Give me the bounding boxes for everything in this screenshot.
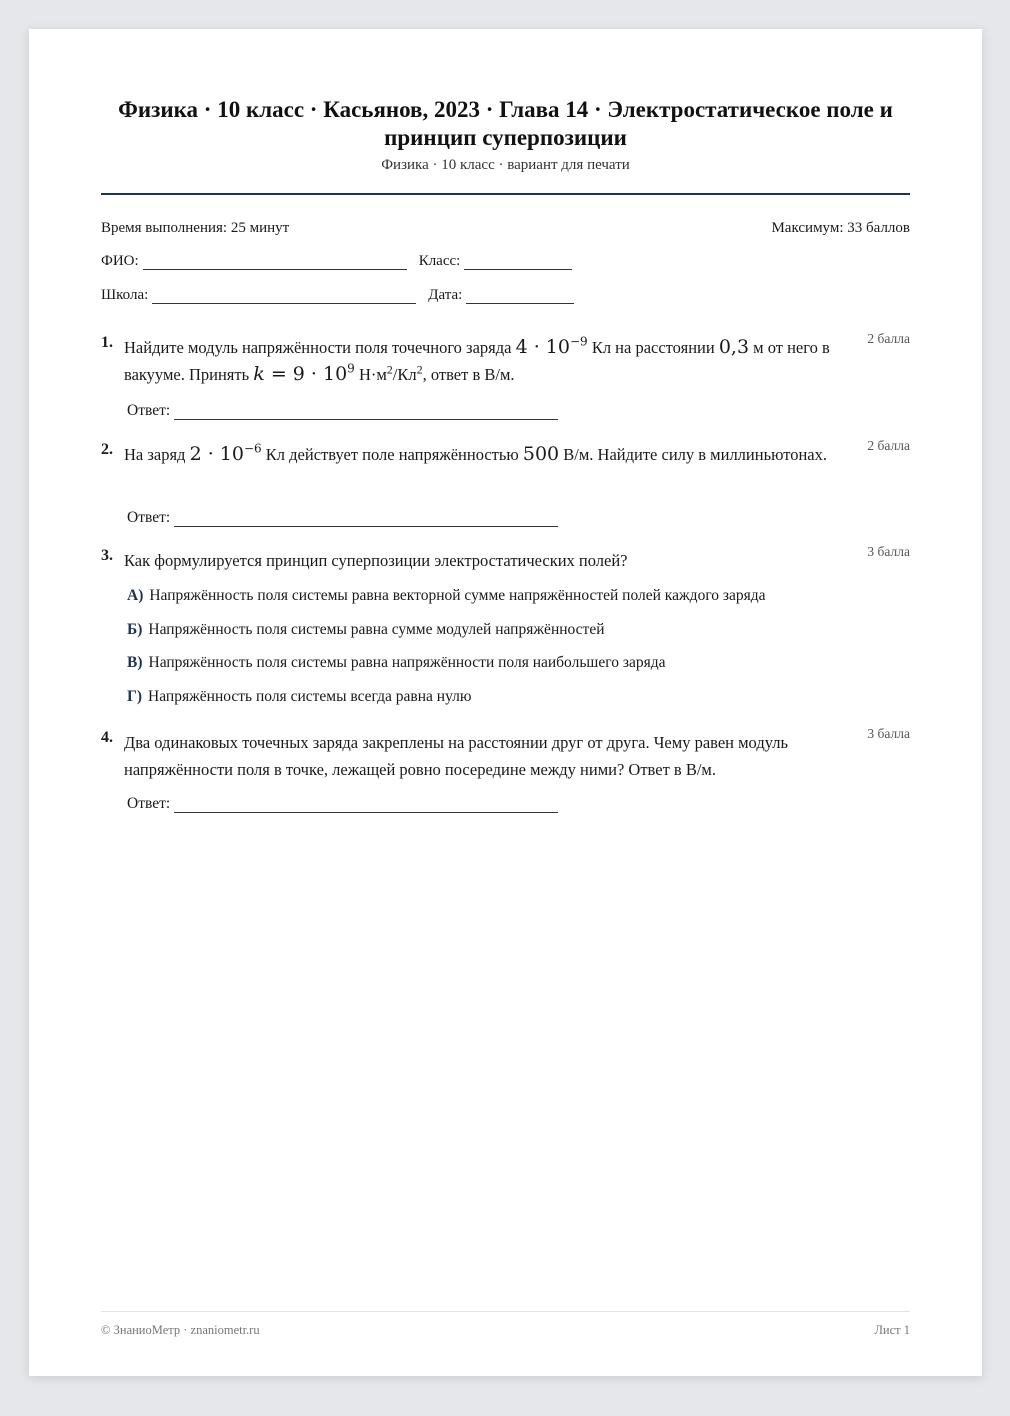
text-part: В/м. Найдите силу в миллиньютонах. — [563, 445, 827, 464]
formula-charge: $4 \cdot 10^{-9}$ — [515, 334, 588, 358]
worksheet-page — [29, 29, 982, 1376]
name-field[interactable] — [143, 255, 407, 270]
class-field[interactable] — [464, 255, 572, 270]
footer-divider — [101, 1311, 910, 1312]
option-d[interactable] — [127, 688, 471, 706]
page-subtitle: Физика · 10 класс · вариант для печати — [381, 157, 630, 173]
time-limit: Время выполнения: 25 минут — [101, 220, 290, 236]
answer-field-1[interactable] — [174, 405, 558, 420]
max-score: Максимум: 33 баллов — [771, 220, 910, 236]
date-field[interactable] — [466, 289, 574, 304]
option-letter: В) — [127, 654, 143, 671]
date-label: Дата: — [428, 287, 463, 303]
formula-charge: $2 \cdot 10^{-6}$ — [189, 441, 262, 465]
formula-constant: $k = 9 \cdot 10^9$ — [253, 361, 355, 385]
page-content — [101, 29, 910, 1376]
school-label: Школа: — [101, 287, 149, 303]
question-number: 1. — [101, 334, 113, 351]
question-points: 3 балла — [867, 726, 910, 741]
option-letter: Г) — [127, 688, 143, 705]
unit-text: $Н\cdot м^2/Кл^2$, ответ в В/м. — [358, 362, 515, 384]
option-a[interactable] — [127, 587, 766, 605]
footer-sheet-number: Лист 1 — [874, 1323, 910, 1337]
question-points: 2 балла — [867, 331, 910, 346]
option-b[interactable] — [127, 621, 605, 639]
question-number: 2. — [101, 441, 113, 458]
question-number: 3. — [101, 547, 113, 564]
answer-row-2 — [127, 509, 558, 527]
footer-copyright: © ЗнаниоМетр · znaniometr.ru — [101, 1323, 260, 1337]
question-text: Как формулируется принцип суперпозиции электростатических полей? — [124, 551, 628, 570]
name-label: ФИО: — [101, 253, 139, 269]
text-part: м от него в вакууме. Принять — [124, 338, 830, 384]
formula-field: 500 — [522, 443, 560, 465]
question-points: 3 балла — [867, 544, 910, 559]
header-divider — [101, 193, 910, 195]
answer-row-1 — [127, 402, 558, 420]
name-class-row — [101, 253, 584, 270]
question-text — [124, 441, 854, 468]
option-c[interactable] — [127, 654, 665, 672]
option-text: Напряжённость поля системы равна векторной сумме напряжённостей полей каждого заряда — [149, 587, 766, 604]
question-points: 2 балла — [867, 438, 910, 453]
text-part: На заряд — [124, 445, 186, 464]
page-title: Физика · 10 класс · Касьянов, 2023 · Глава 14 · Электростатическое поле и принцип суперпозиции — [118, 97, 893, 150]
answer-field-4[interactable] — [174, 798, 558, 813]
question-text: Два одинаковых точечных заряда закреплены на расстоянии друг от друга. Чему равен модуль напряжённости поля в точке, лежащей ровно посередине между ними? Ответ в В/м. — [124, 733, 789, 779]
answer-field-2[interactable] — [174, 512, 558, 527]
answer-label: Ответ: — [127, 795, 171, 812]
text-part: Кл на расстоянии — [591, 338, 715, 357]
class-label: Класс: — [418, 253, 461, 269]
school-date-row — [101, 287, 586, 304]
question-text — [124, 334, 854, 388]
school-field[interactable] — [152, 289, 416, 304]
option-letter: Б) — [127, 621, 143, 638]
question-number: 4. — [101, 729, 113, 746]
formula-distance: 0,3 — [718, 336, 750, 358]
option-letter: А) — [127, 587, 144, 604]
answer-row-4 — [127, 795, 558, 813]
option-text: Напряжённость поля системы всегда равна нулю — [148, 688, 472, 705]
option-text: Напряжённость поля системы равна сумме модулей напряжённостей — [148, 621, 605, 638]
answer-label: Ответ: — [127, 402, 171, 419]
option-text: Напряжённость поля системы равна напряжённости поля наибольшего заряда — [148, 654, 666, 671]
text-part: Кл действует поле напряжённостью — [265, 445, 519, 464]
text-part: Найдите модуль напряжённости поля точечного заряда — [124, 338, 512, 357]
answer-label: Ответ: — [127, 509, 171, 526]
